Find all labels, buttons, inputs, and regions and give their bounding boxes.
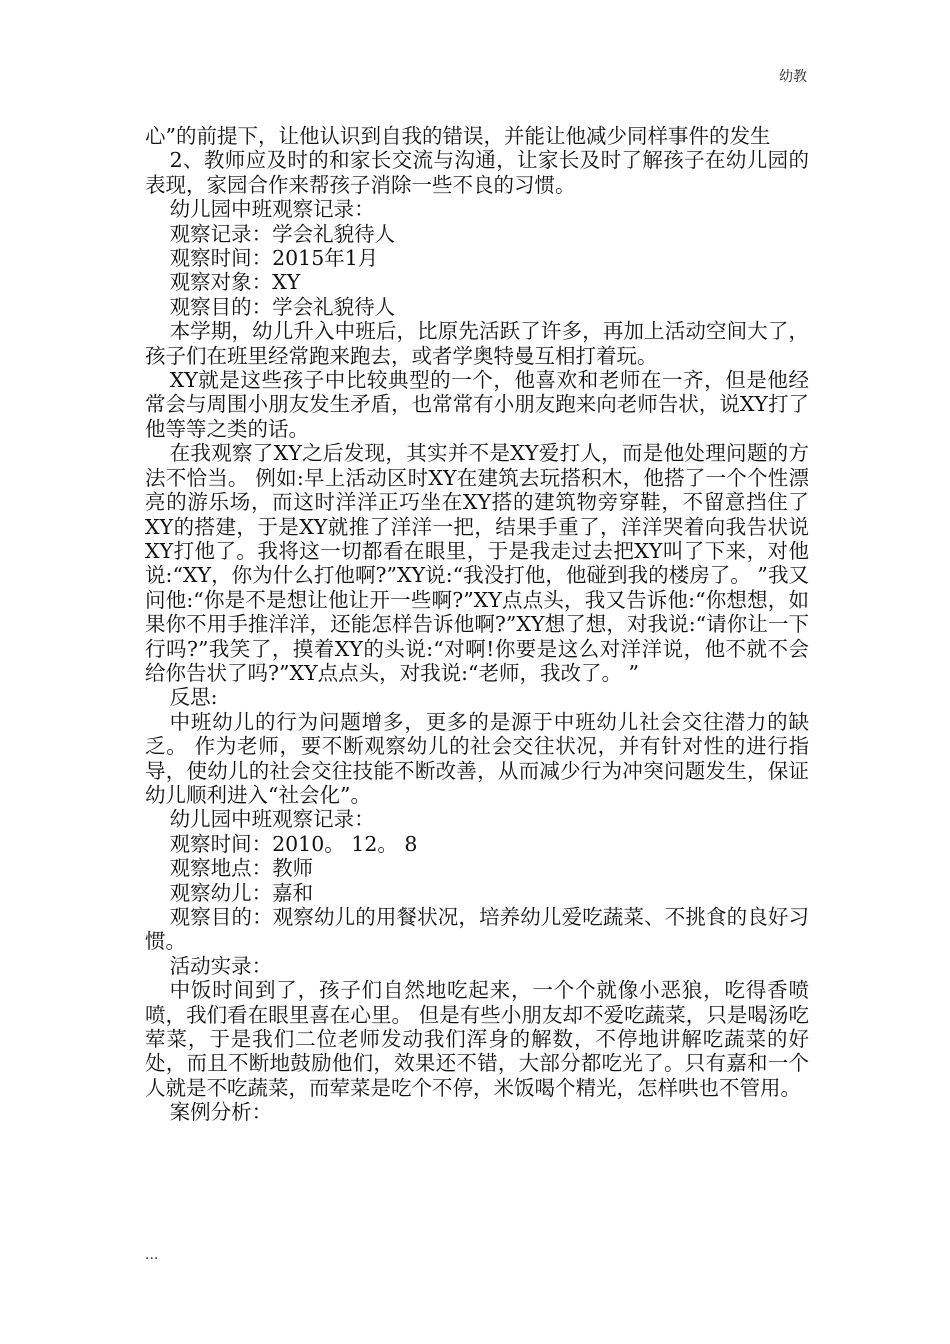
body-paragraph: 观察记录：学会礼貌待人 (169, 221, 396, 246)
body-paragraph: 案例分析： (169, 1100, 273, 1125)
body-paragraph: 活动实录： (169, 953, 273, 978)
body-paragraph: 心”的前提下，让他认识到自我的错误，并能让他减少同样事件的发生 (145, 124, 771, 148)
page-header-label: 幼教 (779, 69, 807, 85)
body-paragraph: 观察时间：2010。 12。 8 (169, 831, 418, 856)
body-paragraph: 幼儿园中班观察记录： (169, 807, 375, 832)
body-paragraph: 幼儿园中班观察记录： (169, 197, 375, 222)
body-paragraph: 观察对象：XY (169, 270, 301, 295)
body-paragraph: XY就是这些孩子中比较典型的一个，他喜欢和老师在一齐，但是他经常会与周围小朋友发生矛盾，也常常有小朋友跑来向老师告状，说XY打了他等等之类的话。 (145, 368, 809, 441)
body-paragraph: 在我观察了XY之后发现，其实并不是XY爱打人，而是他处理问题的方法不恰当。 例如:早上活动区时XY在建筑去玩搭积木，他搭了一个个性漂亮的游乐场，而这时洋洋正巧坐在XY搭的建筑物旁穿鞋，不留意挡住了XY的搭建，于是XY就推了洋洋一把，结果手重了，洋洋哭着向我告状说XY打他了。我将这一切都看在眼里，于是我走过去把XY叫了下来，对他说:“XY，你为什么打他啊?”XY说:“我没打他，他碰到我的楼房了。 ”我又问他:“你是不是想让他让开一些啊?”XY点点头，我又告诉他:“你想想，如果你不用手推洋洋，还能怎样告诉他啊?”XY想了想，对我说:“请你让一下行吗?”我笑了，摸着XY的头说:“对啊!你要是这么对洋洋说，他不就不会给你告状了吗?”XY点点头，对我说:“老师，我改了。 ” (145, 441, 809, 685)
body-paragraph: 观察时间：2015年1月 (169, 246, 379, 271)
body-paragraph: 观察幼儿：嘉和 (169, 880, 314, 905)
body-paragraph: 2、教师应及时的和家长交流与沟通，让家长及时了解孩子在幼儿园的表现，家园合作来帮孩子消除一些不良的习惯。 (145, 148, 809, 197)
body-paragraph: 中班幼儿的行为问题增多，更多的是源于中班幼儿社会交往潜力的缺乏。 作为老师，要不断观察幼儿的社会交往状况，并有针对性的进行指导，使幼儿的社会交往技能不断改善，从而减少行为冲突问题发生，保证幼儿顺利进入“社会化”。 (145, 709, 809, 807)
body-paragraph: 反思: (169, 685, 218, 710)
page-footer-ellipsis: ... (145, 1247, 159, 1263)
body-paragraph: 观察目的：观察幼儿的用餐状况，培养幼儿爱吃蔬菜、不挑食的良好习惯。 (145, 905, 809, 954)
body-paragraph: 本学期，幼儿升入中班后，比原先活跃了许多，再加上活动空间大了，孩子们在班里经常跑来跑去，或者学奥特曼互相打着玩。 (145, 319, 809, 368)
body-paragraph: 观察目的：学会礼貌待人 (169, 294, 396, 319)
document-body (145, 124, 809, 1125)
body-paragraph: 中饭时间到了，孩子们自然地吃起来，一个个就像小恶狼，吃得香喷喷，我们看在眼里喜在心里。 但是有些小朋友却不爱吃蔬菜，只是喝汤吃荤菜，于是我们二位老师发动我们浑身的解数，不停地讲解吃蔬菜的好处，而且不断地鼓励他们，效果还不错，大部分都吃光了。只有嘉和一个人就是不吃蔬菜，而荤菜是吃个不停，米饭喝个精光，怎样哄也不管用。 (145, 978, 809, 1100)
body-paragraph: 观察地点：教师 (169, 856, 314, 881)
